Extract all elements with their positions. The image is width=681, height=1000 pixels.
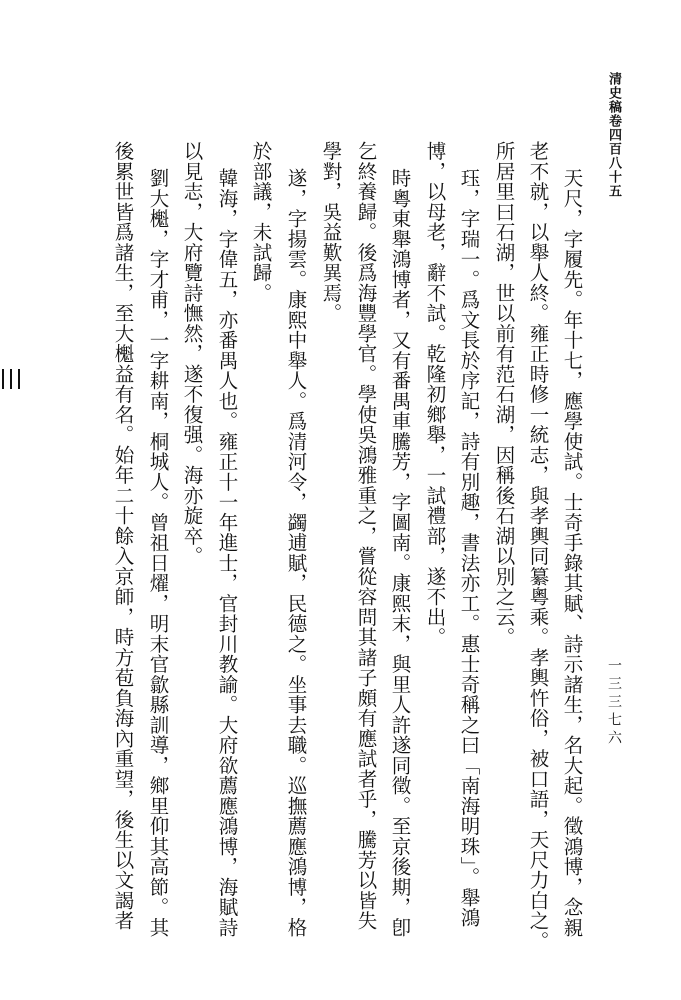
text-column-10: 於部議，未試歸。 xyxy=(249,141,273,303)
text-column-5: 博，以母老，辭不試。乾隆初鄉舉，一試禮部，遂不出。 xyxy=(423,141,447,648)
text-column-1: 天尺，字履先。年十七，應學使試。士奇手錄其賦、詩示諸生，名大起。徵鴻博，念親 xyxy=(560,168,584,938)
text-column-6: 時粵東舉鴻博者，又有番禺車騰芳，字圖南。康熙末，與里人許遂同徵。至京後期，卽 xyxy=(388,168,412,938)
text-column-4: 珏，字瑞一。爲文長於序記，詩有別趣，書法亦工。惠士奇稱之曰「南海明珠」。舉鴻 xyxy=(457,168,481,928)
text-column-8: 學對，吳益歎異焉。 xyxy=(319,141,343,324)
text-column-9: 遂，字揚雲。康熙中舉人。爲清河令，蠲逋賦，民德之。坐事去職。巡撫薦應鴻博，格 xyxy=(284,168,308,938)
text-column-12: 以見志，大府覽詩憮然，遂不復强。海亦旋卒。 xyxy=(180,141,204,567)
text-column-11: 韓海，字偉五，亦番禺人也。雍正十一年進士，官封川教諭。大府欲薦應鴻博，海賦詩 xyxy=(215,168,239,938)
text-column-3: 所居里曰石湖，世以前有范石湖，因稱後石湖以別之云。 xyxy=(492,141,516,648)
running-header: 清史稿卷四百八十五 xyxy=(606,72,621,198)
text-column-14: 後累世皆爲諸生，至大櫆益有名。始年二十餘入京師，時方苞負海內重望，後生以文謁者 xyxy=(111,141,135,931)
page-number: 一三三七六 xyxy=(606,658,622,748)
binding-edge-mark xyxy=(0,368,30,390)
text-column-2: 老不就，以舉人終。雍正時修一統志，與孝輿同纂粵乘。孝輿忤俗，被口語，天尺力白之。 xyxy=(526,141,550,951)
text-column-13: 劉大櫆，字才甫，一字耕南，桐城人。曾祖日燿，明末官歙縣訓導，鄉里仰其高節。其 xyxy=(146,168,170,938)
text-column-7: 乞終養歸。後爲海豐學官。學使吳鴻雅重之，嘗從容問其諸子頗有應試者乎，騰芳以皆失 xyxy=(354,141,378,931)
